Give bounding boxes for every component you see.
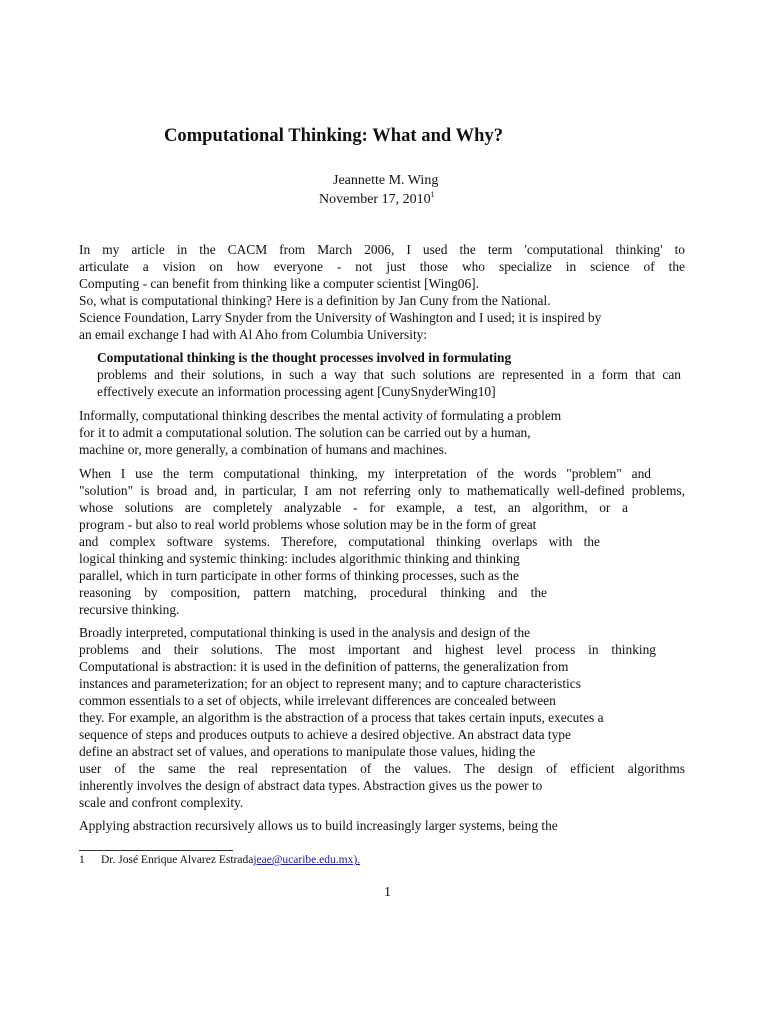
definition-line: effectively execute an information processing agent [CunySnyderWing10] <box>97 384 496 399</box>
author-name: Jeannette M. Wing <box>333 173 439 188</box>
body-line: problems and their solutions. The most important and highest level process in thinking <box>79 642 656 657</box>
body-line: Computational is abstraction: it is used in the definition of patterns, the generalization from <box>79 659 569 674</box>
body-line: whose solutions are completely analyzable - for example, a test, an algorithm, or a <box>79 500 628 515</box>
body-line: Science Foundation, Larry Snyder from the University of Washington and I used; it is inspired by <box>79 310 602 325</box>
footnote-separator <box>79 850 233 851</box>
date-text: November 17, 2010 <box>319 192 431 207</box>
footnote-number: 1 <box>79 854 85 866</box>
body-line: When I use the term computational thinking, my interpretation of the words "problem" and <box>79 466 651 481</box>
body-line: logical thinking and systemic thinking: includes algorithmic thinking and thinking <box>79 551 520 566</box>
body-line: articulate a vision on how everyone - not just those who specialize in science of the <box>79 259 685 274</box>
body-line: sequence of steps and produces outputs to achieve a desired objective. An abstract data type <box>79 727 571 742</box>
body-line: instances and parameterization; for an object to represent many; and to capture characteristics <box>79 676 581 691</box>
body-line: machine or, more generally, a combination of humans and machines. <box>79 442 448 457</box>
body-line: and complex software systems. Therefore, computational thinking overlaps with the <box>79 534 600 549</box>
body-line: define an abstract set of values, and operations to manipulate those values, hiding the <box>79 744 536 759</box>
body-line: recursive thinking. <box>79 602 180 617</box>
document-date <box>319 190 435 208</box>
body-line: reasoning by composition, pattern matching, procedural thinking and the <box>79 585 547 600</box>
definition-line: Computational thinking is the thought processes involved in formulating <box>97 350 512 365</box>
footnote <box>79 854 418 866</box>
footnote-mark: 1 <box>430 190 435 199</box>
body-line: an email exchange I had with Al Aho from Columbia University: <box>79 327 428 342</box>
page-number: 1 <box>384 885 391 900</box>
body-line: inherently involves the design of abstract data types. Abstraction gives us the power to <box>79 778 543 793</box>
footnote-author: Dr. José Enrique Alvarez Estrada <box>101 854 254 866</box>
body-line: "solution" is broad and, in particular, I am not referring only to mathematically well-defined problems, <box>79 483 685 498</box>
body-line: In my article in the CACM from March 2006, I used the term 'computational thinking' to <box>79 242 685 257</box>
body-line: Computing - can benefit from thinking like a computer scientist [Wing06]. <box>79 276 479 291</box>
definition-line: problems and their solutions, in such a way that such solutions are represented in a form that can <box>97 367 681 382</box>
footnote-email-link[interactable]: jeae@ucaribe.edu.mx). <box>253 854 361 866</box>
body-line: common essentials to a set of objects, while irrelevant differences are concealed between <box>79 693 556 708</box>
body-line: scale and confront complexity. <box>79 795 244 810</box>
body-line: user of the same the real representation of the values. The design of efficient algorithms <box>79 761 685 776</box>
body-line: program - but also to real world problems whose solution may be in the form of great <box>79 517 537 532</box>
document-title: Computational Thinking: What and Why? <box>164 126 504 146</box>
body-line: they. For example, an algorithm is the abstraction of a process that takes certain inputs, executes a <box>79 710 604 725</box>
body-line: Informally, computational thinking describes the mental activity of formulating a problem <box>79 408 562 423</box>
body-line: for it to admit a computational solution. The solution can be carried out by a human, <box>79 425 531 440</box>
body-line: Broadly interpreted, computational thinking is used in the analysis and design of the <box>79 625 531 640</box>
body-line: So, what is computational thinking? Here is a definition by Jan Cuny from the National. <box>79 293 551 308</box>
body-line: parallel, which in turn participate in other forms of thinking processes, such as the <box>79 568 519 583</box>
body-line: Applying abstraction recursively allows us to build increasingly larger systems, being the <box>79 818 558 833</box>
